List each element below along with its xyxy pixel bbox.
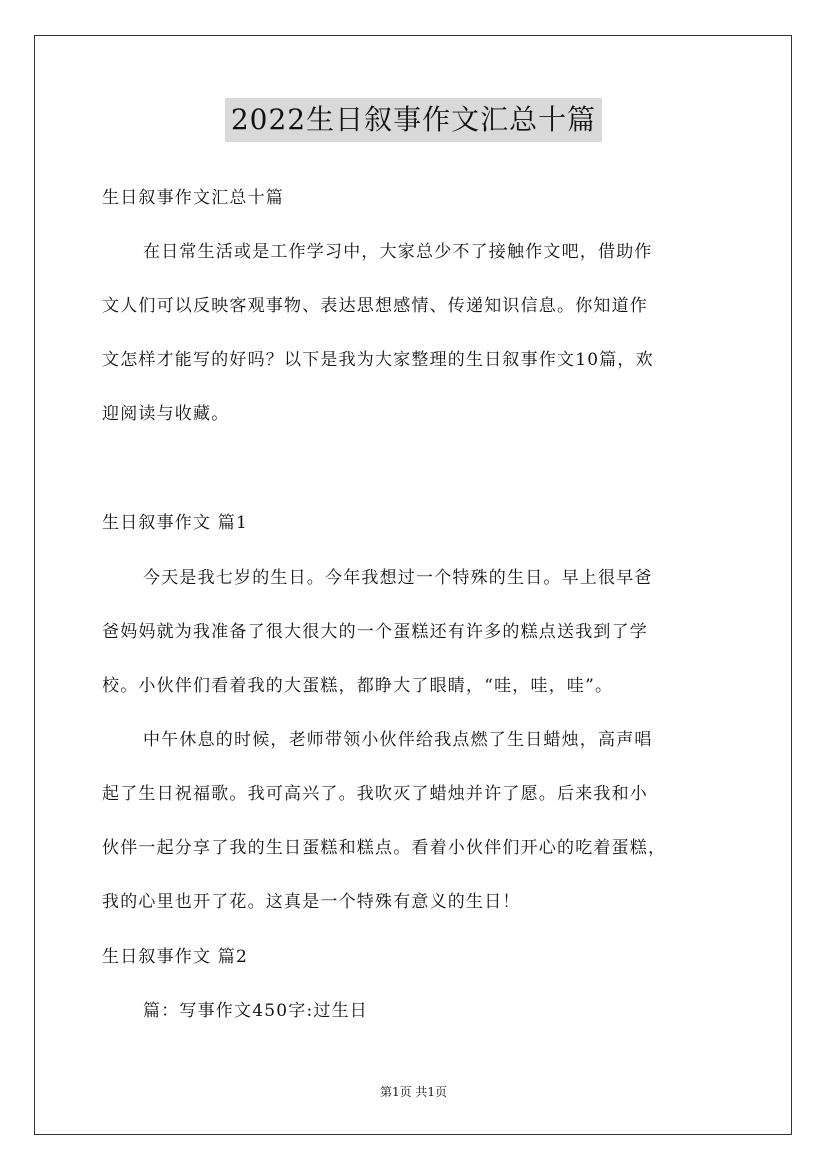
section-1-p1-line-1: 今天是我七岁的生日。今年我想过一个特殊的生日。早上很早爸 — [143, 568, 653, 588]
section-2-heading: 生日叙事作文 篇2 — [102, 947, 249, 967]
intro-line-1: 在日常生活或是工作学习中，大家总少不了接触作文吧，借助作 — [143, 242, 653, 262]
section-1-p2-line-3: 伙伴一起分享了我的生日蛋糕和糕点。看着小伙伴们开心的吃着蛋糕， — [102, 838, 667, 858]
page-footer: 第1页 共1页 — [379, 1085, 448, 1099]
title-container — [0, 98, 827, 142]
section-2-p1: 篇：写事作文450字:过生日 — [143, 1001, 368, 1021]
intro-line-2: 文人们可以反映客观事物、表达思想感情、传递知识信息。你知道作 — [102, 296, 648, 316]
section-1-p2-line-4: 我的心里也开了花。这真是一个特殊有意义的生日！ — [102, 892, 521, 912]
section-1-p2-line-1: 中午休息的时候，老师带领小伙伴给我点燃了生日蜡烛，高声唱 — [143, 730, 653, 750]
section-1-p1-line-2: 爸妈妈就为我准备了很大很大的一个蛋糕还有许多的糕点送我到了学 — [102, 622, 648, 642]
document-subtitle: 生日叙事作文汇总十篇 — [102, 188, 284, 208]
document-title: 2022生日叙事作文汇总十篇 — [225, 98, 602, 142]
intro-line-4: 迎阅读与收藏。 — [102, 404, 230, 424]
section-1-heading: 生日叙事作文 篇1 — [102, 513, 249, 533]
section-1-p1-line-3: 校。小伙伴们看着我的大蛋糕，都睁大了眼睛，“哇，哇，哇”。 — [102, 676, 614, 696]
intro-line-3: 文怎样才能写的好吗？以下是我为大家整理的生日叙事作文10篇，欢 — [102, 350, 654, 370]
section-1-p2-line-2: 起了生日祝福歌。我可高兴了。我吹灭了蜡烛并许了愿。后来我和小 — [102, 784, 648, 804]
